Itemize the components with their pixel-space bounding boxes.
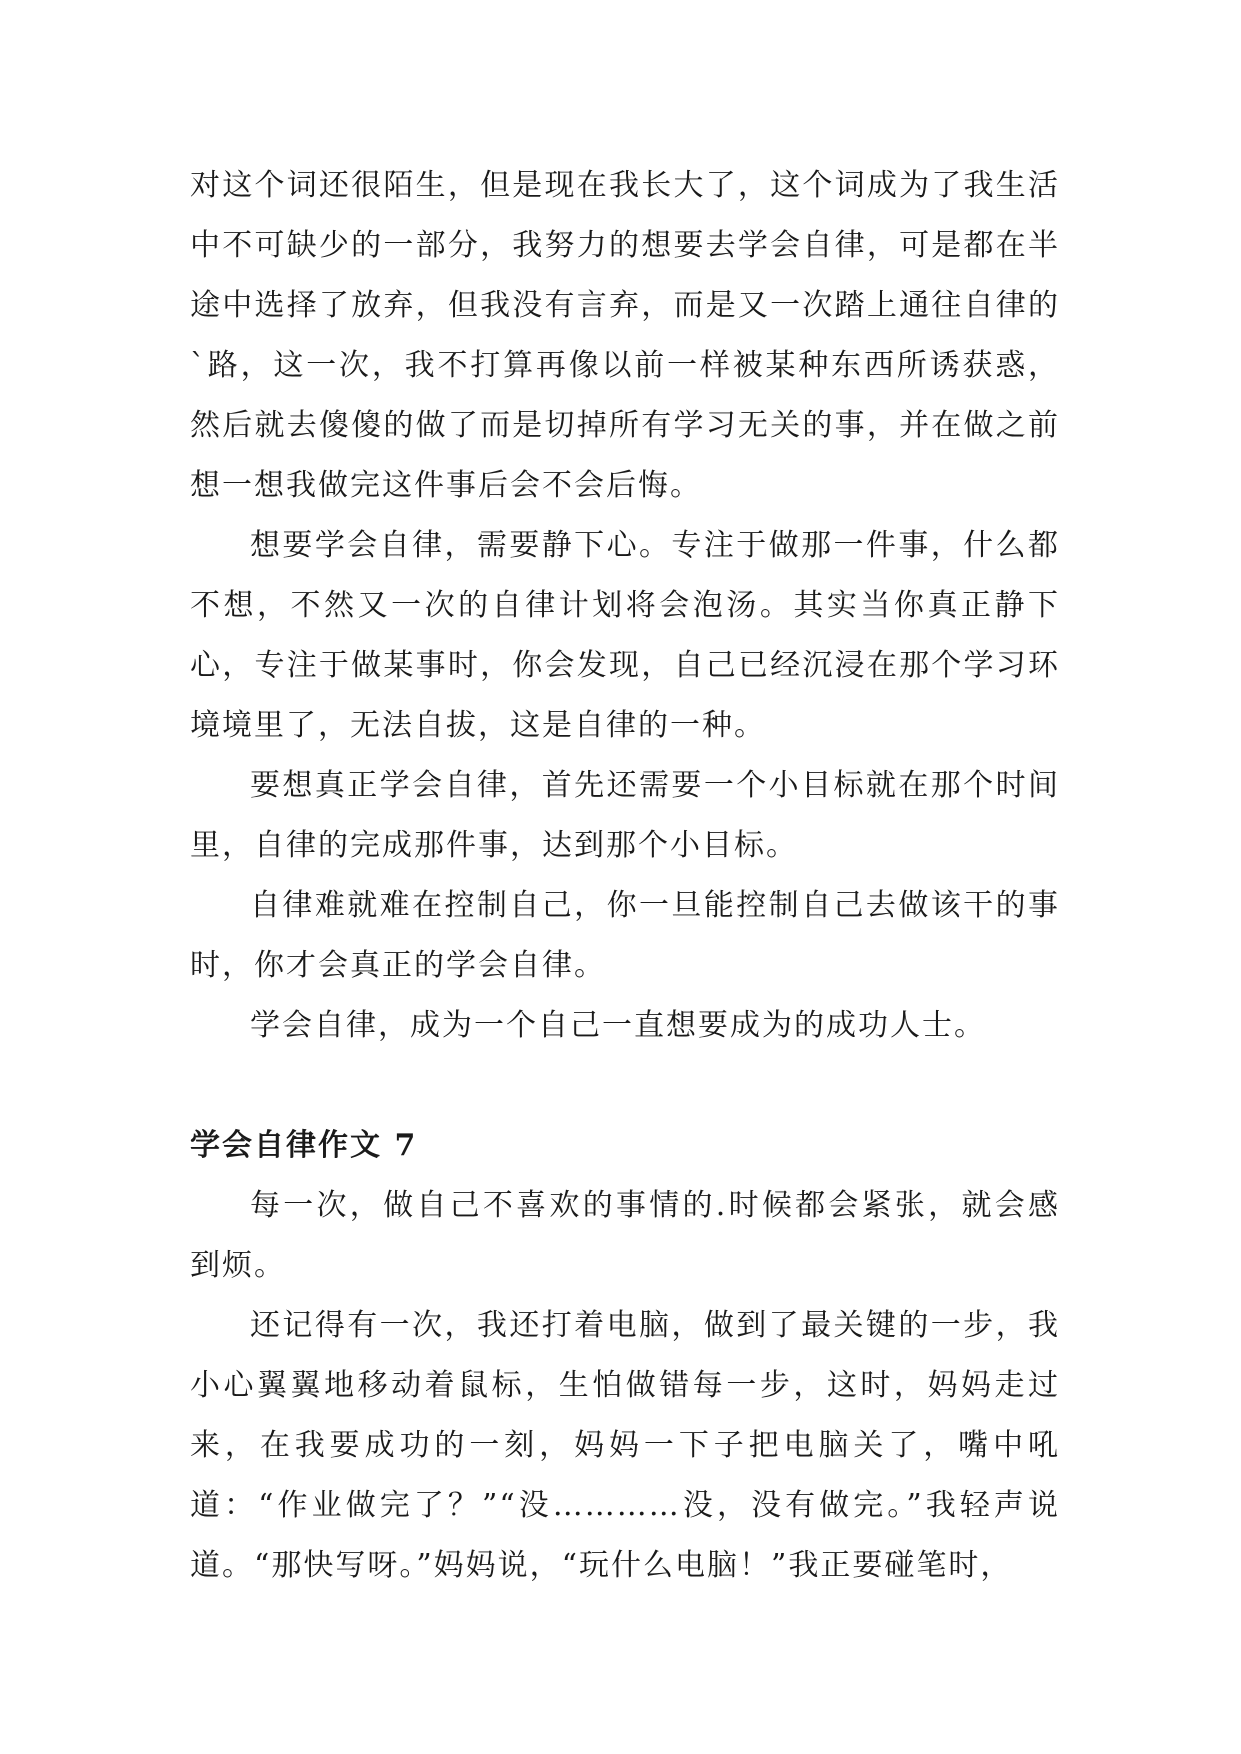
paragraph-6: 每一次，做自己不喜欢的事情的.时候都会紧张，就会感到烦。 — [190, 1188, 1060, 1283]
paragraph-3: 要想真正学会自律，首先还需要一个小目标就在那个时间里，自律的完成那件事，达到那个小目标。 — [190, 768, 1060, 863]
section-title: 学会自律作文 7 — [190, 1128, 418, 1163]
paragraph-2: 想要学会自律，需要静下心。专注于做那一件事，什么都不想，不然又一次的自律计划将会泡汤。其实当你真正静下心，专注于做某事时，你会发现，自己已经沉浸在那个学习环境境里了，无法自拔，这是自律的一种。 — [190, 528, 1060, 743]
paragraph-1: 对这个词还很陌生，但是现在我长大了，这个词成为了我生活中不可缺少的一部分，我努力的想要去学会自律，可是都在半途中选择了放弃，但我没有言弃，而是又一次踏上通往自律的`路，这一次，我不打算再像以前一样被某种东西所诱获惑，然后就去傻傻的做了而是切掉所有学习无关的事，并在做之前想一想我做完这件事后会不会后悔。 — [190, 168, 1060, 503]
document-body — [190, 156, 1060, 1596]
paragraph-4: 自律难就难在控制自己，你一旦能控制自己去做该干的事时，你才会真正的学会自律。 — [190, 888, 1060, 983]
paragraph-7: 还记得有一次，我还打着电脑，做到了最关键的一步，我小心翼翼地移动着鼠标，生怕做错每一步，这时，妈妈走过来，在我要成功的一刻，妈妈一下子把电脑关了，嘴中吼道：“作业做完了？”“没…………没，没有做完。”我轻声说道。“那快写呀。”妈妈说，“玩什么电脑！”我正要碰笔时， — [190, 1308, 1060, 1583]
paragraph-5: 学会自律，成为一个自己一直想要成为的成功人士。 — [250, 1008, 986, 1043]
